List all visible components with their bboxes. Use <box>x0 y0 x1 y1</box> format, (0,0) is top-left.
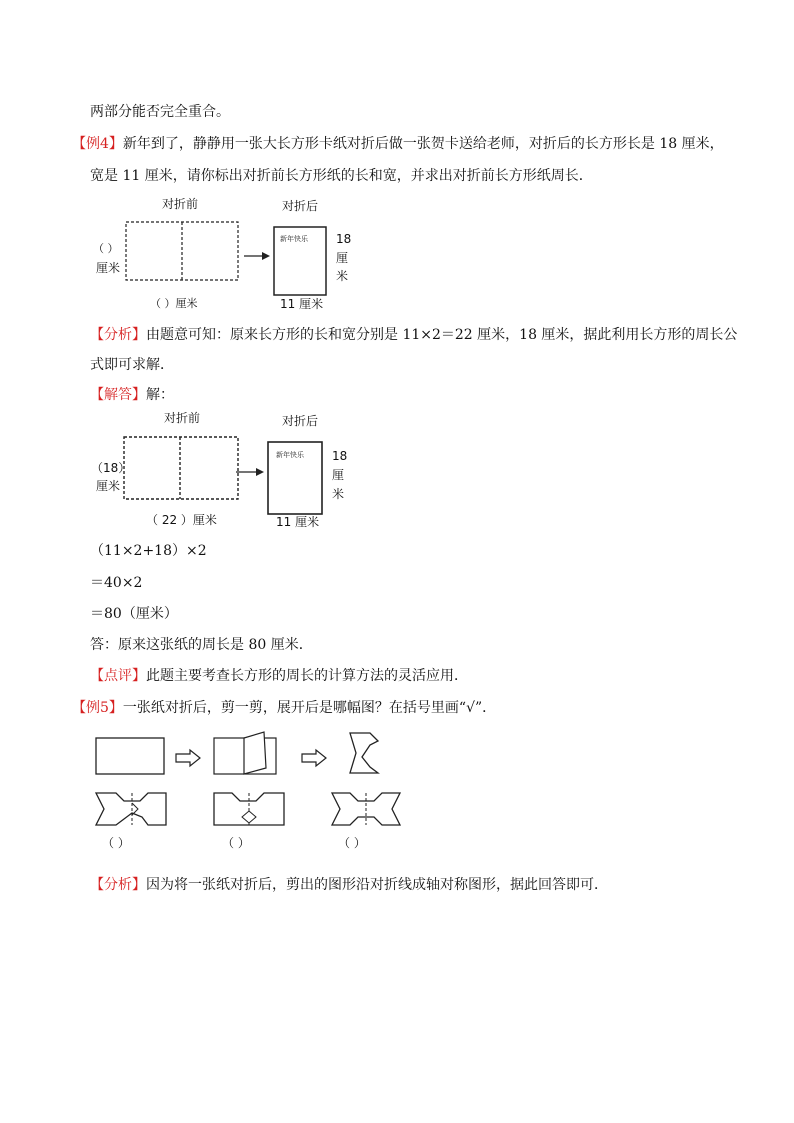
analysis-line-2: 式即可求解． <box>90 357 174 373</box>
answer-header <box>90 384 174 404</box>
left-length-paren: （ ） <box>93 242 119 255</box>
example-5-line <box>72 697 496 717</box>
plain-paper <box>96 738 164 774</box>
card-height-unit-2: 米 <box>332 487 345 501</box>
cut-paper-figure <box>94 727 414 855</box>
card-height-number: 18 <box>332 449 348 463</box>
example-5-analysis-tag: 【分析】 <box>90 877 146 893</box>
comment-line <box>90 665 468 685</box>
analysis-line-1 <box>90 324 737 344</box>
example-4-tag: 【例4】 <box>72 136 123 152</box>
option-a-shape <box>96 793 166 825</box>
analysis-tag: 【分析】 <box>90 327 146 343</box>
calc-step-1: （11×2+18）×2 <box>90 543 207 559</box>
fold-card-figure-question <box>90 192 352 314</box>
left-length-answer: （18） <box>91 461 131 475</box>
comment-tag: 【点评】 <box>90 668 146 684</box>
bottom-width-answer: （ 22 ）厘米 <box>146 513 217 527</box>
after-fold-title: 对折后 <box>282 199 319 213</box>
card-width-label: 11 厘米 <box>280 297 324 311</box>
bottom-width-label: （ ）厘米 <box>150 297 198 310</box>
before-fold-title: 对折前 <box>162 197 199 211</box>
answer-sentence: 答：原来这张纸的周长是 80 厘米． <box>90 637 313 653</box>
answer-intro: 解： <box>146 387 174 403</box>
card-greeting: 新年快乐 <box>276 451 304 459</box>
answer-tag: 【解答】 <box>90 387 146 403</box>
calc-step-3: ＝80（厘米） <box>90 606 178 622</box>
arrow-head-icon <box>262 252 270 260</box>
after-fold-title: 对折后 <box>282 414 319 428</box>
example-5-tag: 【例5】 <box>72 700 123 716</box>
example-5-question: 一张纸对折后，剪一剪，展开后是哪幅图？在括号里画“√”． <box>122 700 497 716</box>
card-width-label: 11 厘米 <box>276 515 320 529</box>
left-length-unit: 厘米 <box>96 261 121 275</box>
option-c-paren: （ ） <box>338 836 366 850</box>
example-4-question-line-1: 新年到了，静静用一张大长方形卡纸对折后做一张贺卡送给老师，对折后的长方形长是 18 厘米， <box>122 136 724 152</box>
option-b-paren: （ ） <box>222 836 250 850</box>
unfolded-paper <box>124 437 238 499</box>
folded-cut-paper <box>350 733 378 773</box>
intro-line: 两部分能否完全重合。 <box>90 104 230 120</box>
calc-step-2: ＝40×2 <box>90 575 143 591</box>
example-4-question-line-2: 宽是 11 厘米，请你标出对折前长方形纸的长和宽，并求出对折前长方形纸周长． <box>90 168 593 184</box>
hollow-arrow-icon <box>302 750 326 766</box>
before-fold-title: 对折前 <box>164 411 201 425</box>
option-a-paren: （ ） <box>102 836 130 850</box>
fold-card-figure-answer <box>90 406 352 534</box>
hollow-arrow-icon <box>176 750 200 766</box>
left-length-unit: 厘米 <box>96 479 121 493</box>
option-c-shape <box>332 793 400 825</box>
comment-text: 此题主要考查长方形的周长的计算方法的灵活应用． <box>146 668 468 684</box>
card-height-unit-1: 厘 <box>332 468 345 482</box>
example-5-analysis-text: 因为将一张纸对折后，剪出的图形沿对折线成轴对称图形，据此回答即可． <box>146 877 608 893</box>
card-height-unit-1: 厘 <box>336 251 349 265</box>
card-greeting: 新年快乐 <box>280 235 308 243</box>
folding-flap <box>244 732 266 774</box>
arrow-head-icon <box>256 468 264 476</box>
card-height-number: 18 <box>336 232 352 246</box>
example-4-line-1 <box>72 133 724 153</box>
option-b-shape <box>214 793 284 825</box>
example-5-analysis <box>90 874 608 894</box>
card-height-unit-2: 米 <box>336 269 349 283</box>
analysis-text-1: 由题意可知：原来长方形的长和宽分别是 11×2＝22 厘米，18 厘米，据此利用长方形的周长公 <box>146 327 738 343</box>
unfolded-paper <box>126 222 238 280</box>
